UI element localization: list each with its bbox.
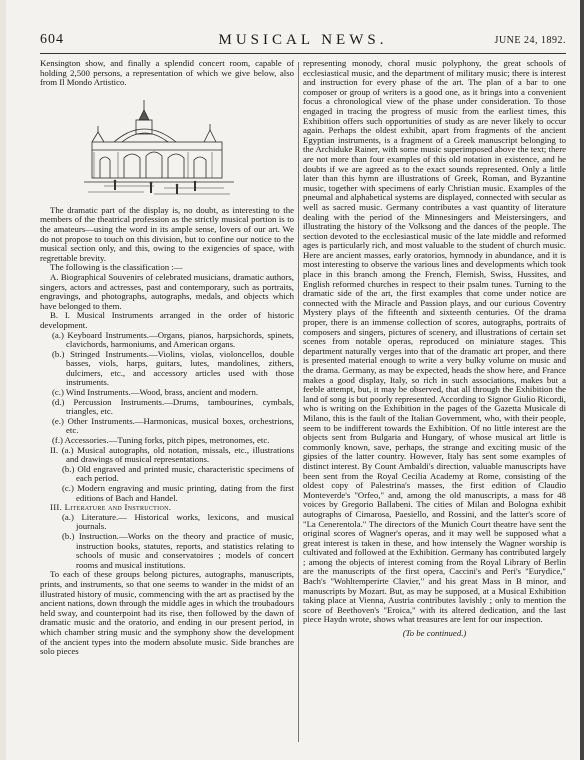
section-a: A. Biographical Souvenirs of celebrated musicians, dramatic authors, singers, actors and actresses, past and contemporary, such as portraits, engravings, and photographs, autographs, medals, and objects which have belonged to them. bbox=[40, 271, 294, 311]
left-column bbox=[40, 59, 294, 657]
list-item: (b.) Old engraved and printed music, characteristic specimens of each period. bbox=[62, 463, 294, 484]
list-item: (a.) Literature.— Historical works, lexicons, and musical journals. bbox=[62, 511, 294, 532]
list-item: (c.) Wind Instruments.—Wood, brass, ancient and modern. bbox=[52, 387, 259, 398]
list-item: (a.) Keyboard Instruments.—Organs, pianos, harpsichords, spinets, clavichords, harmoniums, and American organs. bbox=[52, 329, 294, 350]
engraving-of-exhibition-concert-hall bbox=[84, 94, 234, 202]
page-gutter bbox=[0, 0, 6, 760]
section-iii-heading: III. Literature and Instruction. bbox=[50, 502, 172, 513]
list-item: II. (a.) Musical autographs, old notation, missals, etc., illustrations and drawings of musical representations. bbox=[50, 444, 294, 465]
page-number: 604 bbox=[40, 32, 64, 47]
list-item: (f.) Accessories.—Tuning forks, pitch pipes, metronomes, etc. bbox=[52, 435, 270, 446]
continued-note: (To be continued.) bbox=[402, 628, 467, 639]
concert-hall-illustration bbox=[84, 94, 234, 202]
running-header bbox=[40, 32, 566, 52]
page-edge-shadow bbox=[580, 0, 584, 760]
section-b: B. I. Musical Instruments arranged in the order of historic development. bbox=[40, 310, 294, 330]
issue-date: JUNE 24, 1892. bbox=[494, 35, 566, 46]
list-item: (d.) Percussion Instruments.—Drums, tambourines, cymbals, triangles, etc. bbox=[52, 396, 294, 417]
column-rule bbox=[298, 62, 299, 742]
list-item: (c.) Modern engraving and music printing, dating from the first editions of Bach and Handel. bbox=[62, 483, 294, 503]
list-item: (e.) Other Instruments.—Harmonicas, musical boxes, orchestrions, etc. bbox=[52, 415, 294, 436]
drama-paragraph: The dramatic part of the display is, no doubt, as interesting to the members of the theatrical profession as the strictly musical portion is to the amateurs—using the word in its ample sense, lovers of our art. We do not propose to touch on this division, but to confine our notice to the musical section only, and this, owing to the exigencies of space, with regrettable brevity. bbox=[40, 204, 294, 263]
list-item: (b.) Instruction.—Works on the theory and practice of music, instruction books, statutes, reports, and statistics relating to schools of music and conservatoires ; models of concert rooms and musical institutions. bbox=[62, 530, 294, 570]
classification-lead: The following is the classification :— bbox=[50, 262, 183, 273]
list-item: (b.) Stringed Instruments.—Violins, violas, violoncellos, double basses, viols, harps, guitars, lutes, mandolines, zithers, dulcimers, etc., and accessory articles used with those instruments. bbox=[52, 348, 294, 388]
header-rule bbox=[40, 53, 566, 54]
intro-paragraph: Kensington show, and finally a splendid concert room, capable of holding 2,500 persons, a representation of which we give below, also from Il Mondo Artistico. bbox=[40, 58, 294, 88]
groups-paragraph: To each of these groups belong pictures, autographs, manuscripts, prints, and instruments, so that one seems to wander in the midst of an illustrated history of music, commencing with the art as practised by the ancient nations, down through the middle ages in which the troubadours held sway, and counterpoint had its rise, then followed by the dawn of dramatic music and the oratorio, and ending in our present period, in which chamber string music and the symphony show the development of the ancient types into the modern absolute music. Side branches are solo pieces bbox=[40, 569, 294, 657]
masthead-title: MUSICAL NEWS. bbox=[218, 32, 388, 48]
right-column bbox=[303, 59, 566, 639]
exhibits-paragraph: representing monody, choral music polyphony, the great schools of ecclesiastical music, and the department of military music; there is interest and instruction for every phase of the art. The plan of a bar to one composer or group of writers is a good one, as it brings into a convenient focus a chronological view of the phase under consideration. To those engaged in tracing the progress of music from the earliest times, this Exhibition offers such opportunities of study as are never likely to occur again. Perhaps the oldest exhibit, apart from fragments of the ancient Egyptian instruments, is a fragment of a Greek manuscript belonging to the Archiduke Rainer, with some music superimposed above the text; there are not more than four examples of this old notation in existence, and he doubts if we are agreed as to the exact sounds represented. Only a little later than this hymn are illustrations of Greek, Roman, and Byzantine music, together with specimens of early Christian music. Examples of the pneumal and alphabetical systems are displayed, connected with secular as well as sacred music. Germany contributes a vast quantity of literature dealing with the period of the Minnesingers and Meistersingers, and illustrating the history of the Volksong and the dances of the people. The section devoted to the ecclesiastical music of the late middle and reformed ages is particularly rich, and most valuable to the student of church music. Here are ancient masses, early oratorios, hymnody in abundance, and it is most interesting to observe the various lines and developments which took place in this branch among the French, Flemish, Swiss, Hussites, and English reformed churches in respect to their psalm tunes. Turning to the dramatic side of the art, the first examples that come under notice are connected with the Miracle and Passion plays, and our curious Coventry Mystery plays of the fifteenth and sixteenth centuries. Of the drama proper, there is an immense collection of scores, autographs, portraits of composers and singers, pictures of scenery, and illustrations of certain set scenes from notable operas, reproduced on miniature stages. This department naturally verges into that of the dramatic art proper, and there is presented material enough to write a very bulky volume on music and the drama. Germany, as may be expected, heads the show here, and France makes a good display, Italy, so rich in such associations, makes but a feeble attempt, but, it may be observed, that all through the Exhibition the land of song is but poorly represented. According to Signor Giulio Ricordi, who is writing on the Exhibition in the pages of the Gazetta Musicale di Milano, this is the fault of the Italian Government, who, with their people, seem to be indifferent towards the Exhibition. Of no little interest are the objects sent from Bulgaria and Hungary, of whose musical art little is commonly known, save, perhaps, the strange and exciting music of the gipsies of the latter country. However, Italy has sent some examples of distinct interest. By Count Ambaldi's direction, valuable manuscripts have been sent from the Royal Cecilia Academy at Rome, consisting of the oldest copy of Palestrina's masses, the first edition of Claudio Monteverde's "Orfeo," and, among the old manuscripts, a mass for 48 voices by Gregorio Ballabeni. The cities of Milan and Bologna exhibit autographs of Cimarosa, Paesiello, and Rossini, and the latter's score of "La Cenerentola." The directors of the Munich Court theatre have sent the original scores of Wagner's operas, and it may well be supposed what a great interest is taken in these, and how intensely the Wagner worship is cultivated and followed at the Exhibition. Germany has contributed largely ; among the objects of interest coming from the Royal Library of Berlin are the manuscripts of the first opera, Caccini's and Peri's "Eurydice," Bach's "Wohltemperirte Clavier," and his great Mass in B minor, and manuscripts by Mozart. But, as may be supposed, at a Musical Exhibition taking place at Vienna, Austria contributes lavishly ; only to mention the score of Beethoven's "Eroica," with its altered dedication, and the last piece Haydn wrote, shows what treasures are lent for our inspection. bbox=[303, 58, 566, 625]
